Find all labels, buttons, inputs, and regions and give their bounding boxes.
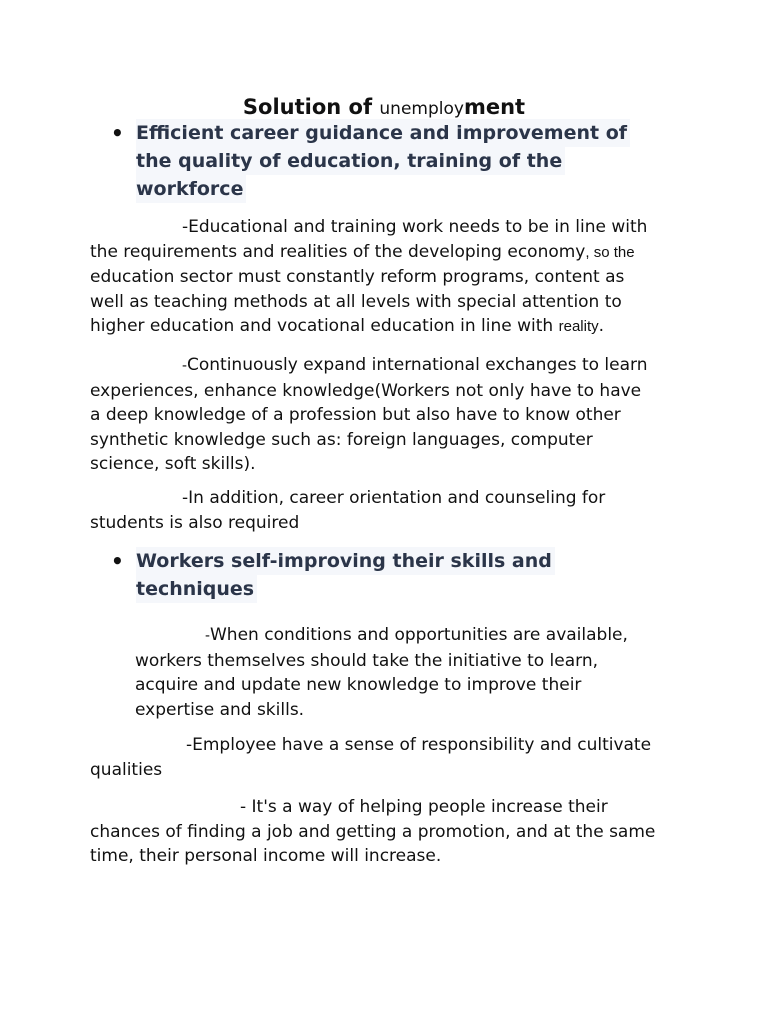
- section-1-paragraph-2: [90, 353, 690, 477]
- paragraph-line: education sector must constantly reform programs, content as: [90, 267, 625, 287]
- section-1-heading-line-1: Efficient career guidance and improvement of: [136, 119, 630, 147]
- title-part-3: ment: [463, 95, 526, 119]
- paragraph-line: workers themselves should take the initiative to learn,: [135, 650, 599, 671]
- paragraph-line: [90, 314, 690, 340]
- bullet-icon: •: [111, 121, 124, 145]
- text-run: .: [598, 316, 605, 336]
- text-run: Continuously expand international exchanges to learn: [187, 355, 648, 375]
- paragraph-line: -Employee have a sense of responsibility and cultivate: [186, 735, 652, 755]
- section-1-heading-line-3: workforce: [136, 175, 246, 203]
- paragraph-line: - It's a way of helping people increase their: [240, 797, 608, 817]
- bullet-icon: •: [111, 549, 124, 573]
- paragraph-line: chances of finding a job and getting a promotion, and at the same: [90, 821, 656, 842]
- text-run: the requirements and realities of the developing economy: [90, 241, 586, 262]
- paragraph-line: science, soft skills).: [90, 454, 256, 474]
- section-2-paragraph-3: [90, 795, 700, 869]
- paragraph-line: synthetic knowledge such as: foreign languages, computer: [90, 429, 593, 450]
- paragraph-line: -In addition, career orientation and counseling for: [182, 488, 606, 508]
- paragraph-line: expertise and skills.: [135, 699, 305, 720]
- text-run: -: [205, 627, 210, 644]
- paragraph-line: acquire and update new knowledge to improve their: [135, 675, 582, 695]
- section-2-heading-line-2: techniques: [136, 575, 257, 603]
- section-2-heading: [111, 547, 731, 603]
- paragraph-line: experiences, enhance knowledge(Workers not only have to have: [90, 380, 642, 401]
- paragraph-line: a deep knowledge of a profession but also have to know other: [90, 405, 621, 425]
- section-1-heading-line-2: the quality of education, training of the: [136, 147, 565, 175]
- section-2-heading-line-1: Workers self-improving their skills and: [136, 547, 555, 575]
- paragraph-line: time, their personal income will increase.: [90, 846, 442, 866]
- section-1-heading: [111, 119, 731, 203]
- section-2-paragraph-2: [90, 733, 690, 782]
- paragraph-line: [90, 353, 690, 379]
- paragraph-line: [135, 623, 695, 649]
- section-2-paragraph-1: [135, 623, 695, 722]
- paragraph-line: [90, 240, 690, 266]
- paragraph-line: well as teaching methods at all levels with special attention to: [90, 291, 622, 312]
- text-run: reality: [558, 318, 599, 335]
- text-run: -: [182, 357, 187, 374]
- text-run: higher education and vocational education in line with: [90, 316, 559, 336]
- text-run: When conditions and opportunities are available,: [210, 625, 628, 645]
- section-1-paragraph-3: [90, 486, 690, 535]
- paragraph-line: -Educational and training work needs to be in line with: [182, 217, 648, 237]
- section-1-paragraph-1: [90, 215, 690, 340]
- paragraph-line: qualities: [90, 759, 163, 780]
- paragraph-line: students is also required: [90, 512, 300, 533]
- title-part-2: unemploy: [379, 99, 464, 119]
- title-part-1: Solution of: [242, 95, 380, 119]
- text-run: , so the: [585, 243, 635, 261]
